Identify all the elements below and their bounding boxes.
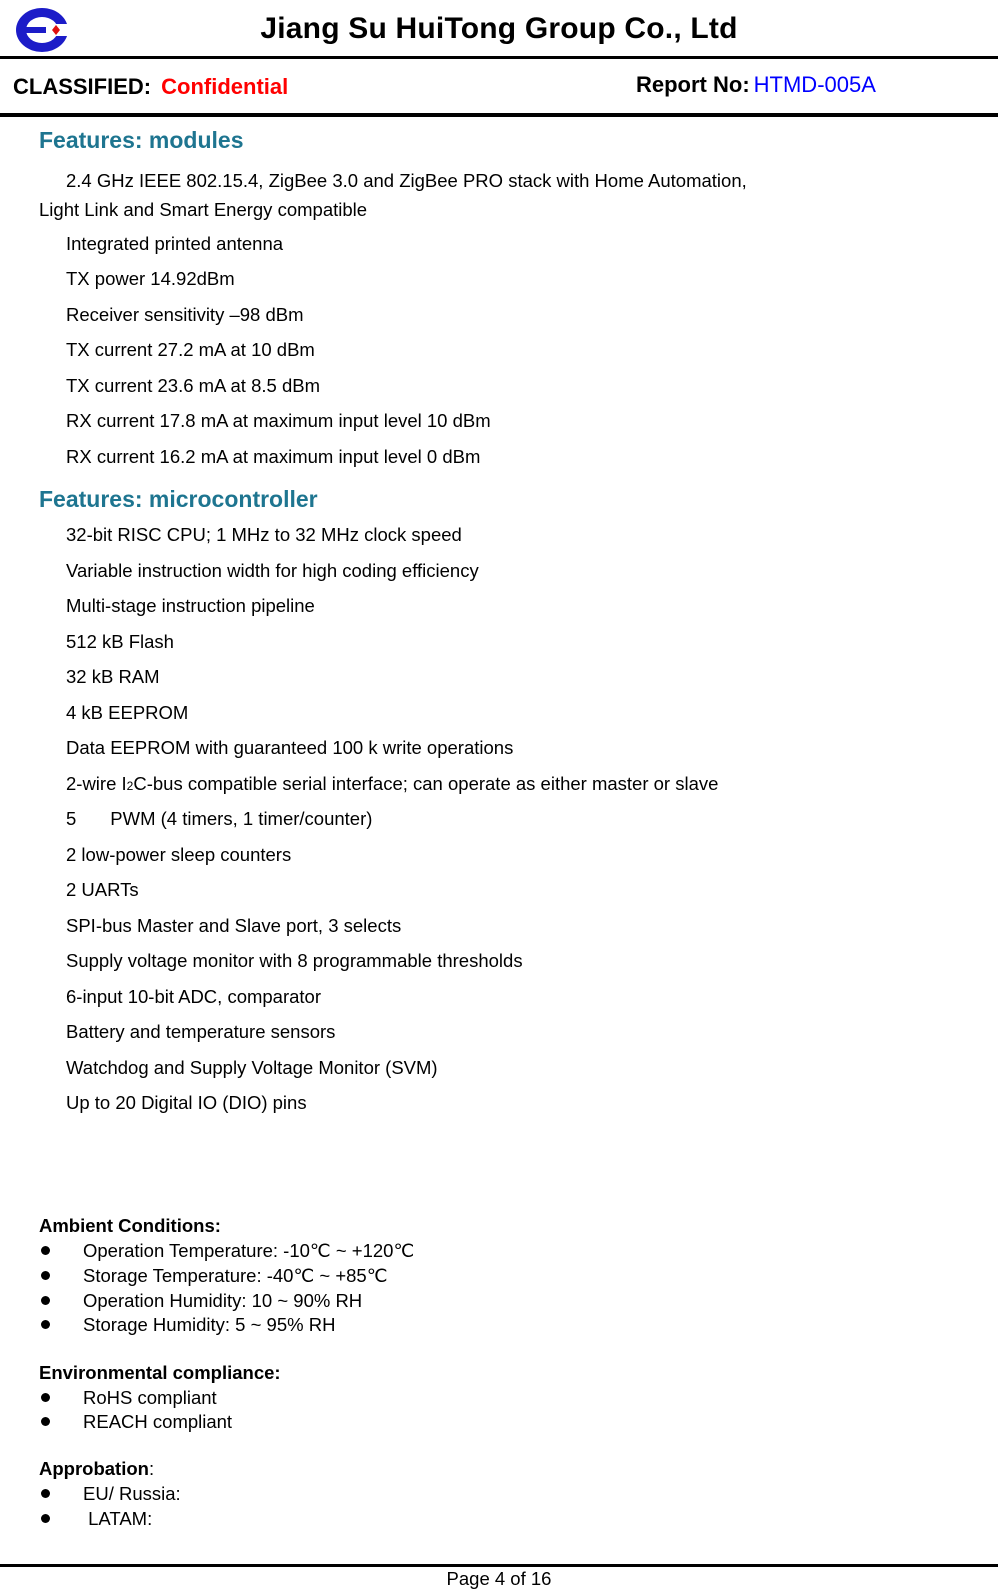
report-number-value: HTMD-005A [753, 72, 876, 97]
ambient-heading: Ambient Conditions: [39, 1215, 221, 1236]
module-feature: TX power 14.92dBm [66, 268, 235, 289]
compliance-item [39, 1387, 217, 1409]
compliance-item [39, 1411, 232, 1433]
ambient-text: Operation Temperature: -10℃ ~ +120℃ [83, 1240, 415, 1261]
mcu-feature: 2 low-power sleep counters [66, 844, 292, 865]
mcu-feature: 512 kB Flash [66, 631, 174, 652]
approbation-text: EU/ Russia: [83, 1483, 181, 1504]
mcu-feature: Multi-stage instruction pipeline [66, 595, 315, 616]
i2c-text-post: C-bus compatible serial interface; can operate as either master or slave [133, 773, 719, 794]
module-feature: TX current 27.2 mA at 10 dBm [66, 339, 315, 360]
classified-value: Confidential [161, 74, 289, 99]
bullet-icon [41, 1246, 50, 1255]
module-feature: Receiver sensitivity –98 dBm [66, 304, 304, 325]
header-rule-top [0, 56, 998, 59]
header-rule-bottom [0, 113, 998, 117]
mcu-feature: Battery and temperature sensors [66, 1021, 336, 1042]
page-number: Page 4 of 16 [446, 1568, 552, 1589]
approbation-text: LATAM: [83, 1508, 153, 1529]
approbation-item [39, 1508, 152, 1530]
bullet-icon [41, 1417, 50, 1426]
mcu-feature: Up to 20 Digital IO (DIO) pins [66, 1092, 307, 1113]
ambient-text: Operation Humidity: 10 ~ 90% RH [83, 1290, 363, 1311]
microcontroller-heading: Features: microcontroller [39, 486, 318, 512]
mcu-feature: 32 kB RAM [66, 666, 160, 687]
module-feature: RX current 16.2 mA at maximum input level 0 dBm [66, 446, 481, 467]
classified-label: CLASSIFIED: [13, 74, 152, 99]
module-feature: Integrated printed antenna [66, 233, 284, 254]
ambient-item [39, 1240, 414, 1262]
module-feature: TX current 23.6 mA at 8.5 dBm [66, 375, 320, 396]
ambient-text: Storage Humidity: 5 ~ 95% RH [83, 1314, 336, 1335]
i2c-text-pre: 2-wire I [66, 773, 127, 794]
pwm-text: PWM (4 timers, 1 timer/counter) [110, 808, 373, 829]
module-feature: RX current 17.8 mA at maximum input level 10 dBm [66, 410, 491, 431]
compliance-text: RoHS compliant [83, 1387, 217, 1408]
company-name: Jiang Su HuiTong Group Co., Ltd [260, 12, 738, 45]
mcu-feature-i2c [66, 773, 718, 795]
modules-line-1a: 2.4 GHz IEEE 802.15.4, ZigBee 3.0 and ZigBee PRO stack with Home Automation, [66, 170, 747, 191]
bullet-icon [41, 1271, 50, 1280]
mcu-feature: 4 kB EEPROM [66, 702, 189, 723]
ambient-item [39, 1265, 388, 1287]
mcu-feature: Data EEPROM with guaranteed 100 k write operations [66, 737, 514, 758]
mcu-feature: Watchdog and Supply Voltage Monitor (SVM) [66, 1057, 438, 1078]
bullet-icon [41, 1489, 50, 1498]
modules-heading: Features: modules [39, 127, 244, 153]
ambient-item [39, 1314, 335, 1336]
bullet-icon [41, 1320, 50, 1329]
report-number [636, 72, 876, 98]
mcu-feature: Variable instruction width for high coding efficiency [66, 560, 479, 581]
pwm-count: 5 [66, 808, 77, 829]
approbation-heading [39, 1458, 154, 1480]
i2c-subscript: 2 [126, 779, 134, 793]
approbation-item [39, 1483, 181, 1505]
mcu-feature: Supply voltage monitor with 8 programmable thresholds [66, 950, 523, 971]
mcu-feature: SPI-bus Master and Slave port, 3 selects [66, 915, 402, 936]
mcu-feature-pwm [66, 808, 372, 830]
classification [13, 74, 288, 100]
bullet-icon [41, 1296, 50, 1305]
report-label: Report No: [636, 72, 750, 97]
modules-line-1b: Light Link and Smart Energy compatible [39, 199, 368, 220]
approbation-label: Approbation [39, 1458, 149, 1479]
bullet-icon [41, 1514, 50, 1523]
mcu-feature: 32-bit RISC CPU; 1 MHz to 32 MHz clock speed [66, 524, 462, 545]
ambient-text: Storage Temperature: -40℃ ~ +85℃ [83, 1265, 388, 1286]
approbation-colon: : [148, 1458, 155, 1479]
footer-rule [0, 1564, 998, 1567]
bullet-icon [41, 1393, 50, 1402]
mcu-feature: 6-input 10-bit ADC, comparator [66, 986, 322, 1007]
environmental-heading: Environmental compliance: [39, 1362, 281, 1383]
mcu-feature: 2 UARTs [66, 879, 139, 900]
compliance-text: REACH compliant [83, 1411, 233, 1432]
ambient-item [39, 1290, 362, 1312]
